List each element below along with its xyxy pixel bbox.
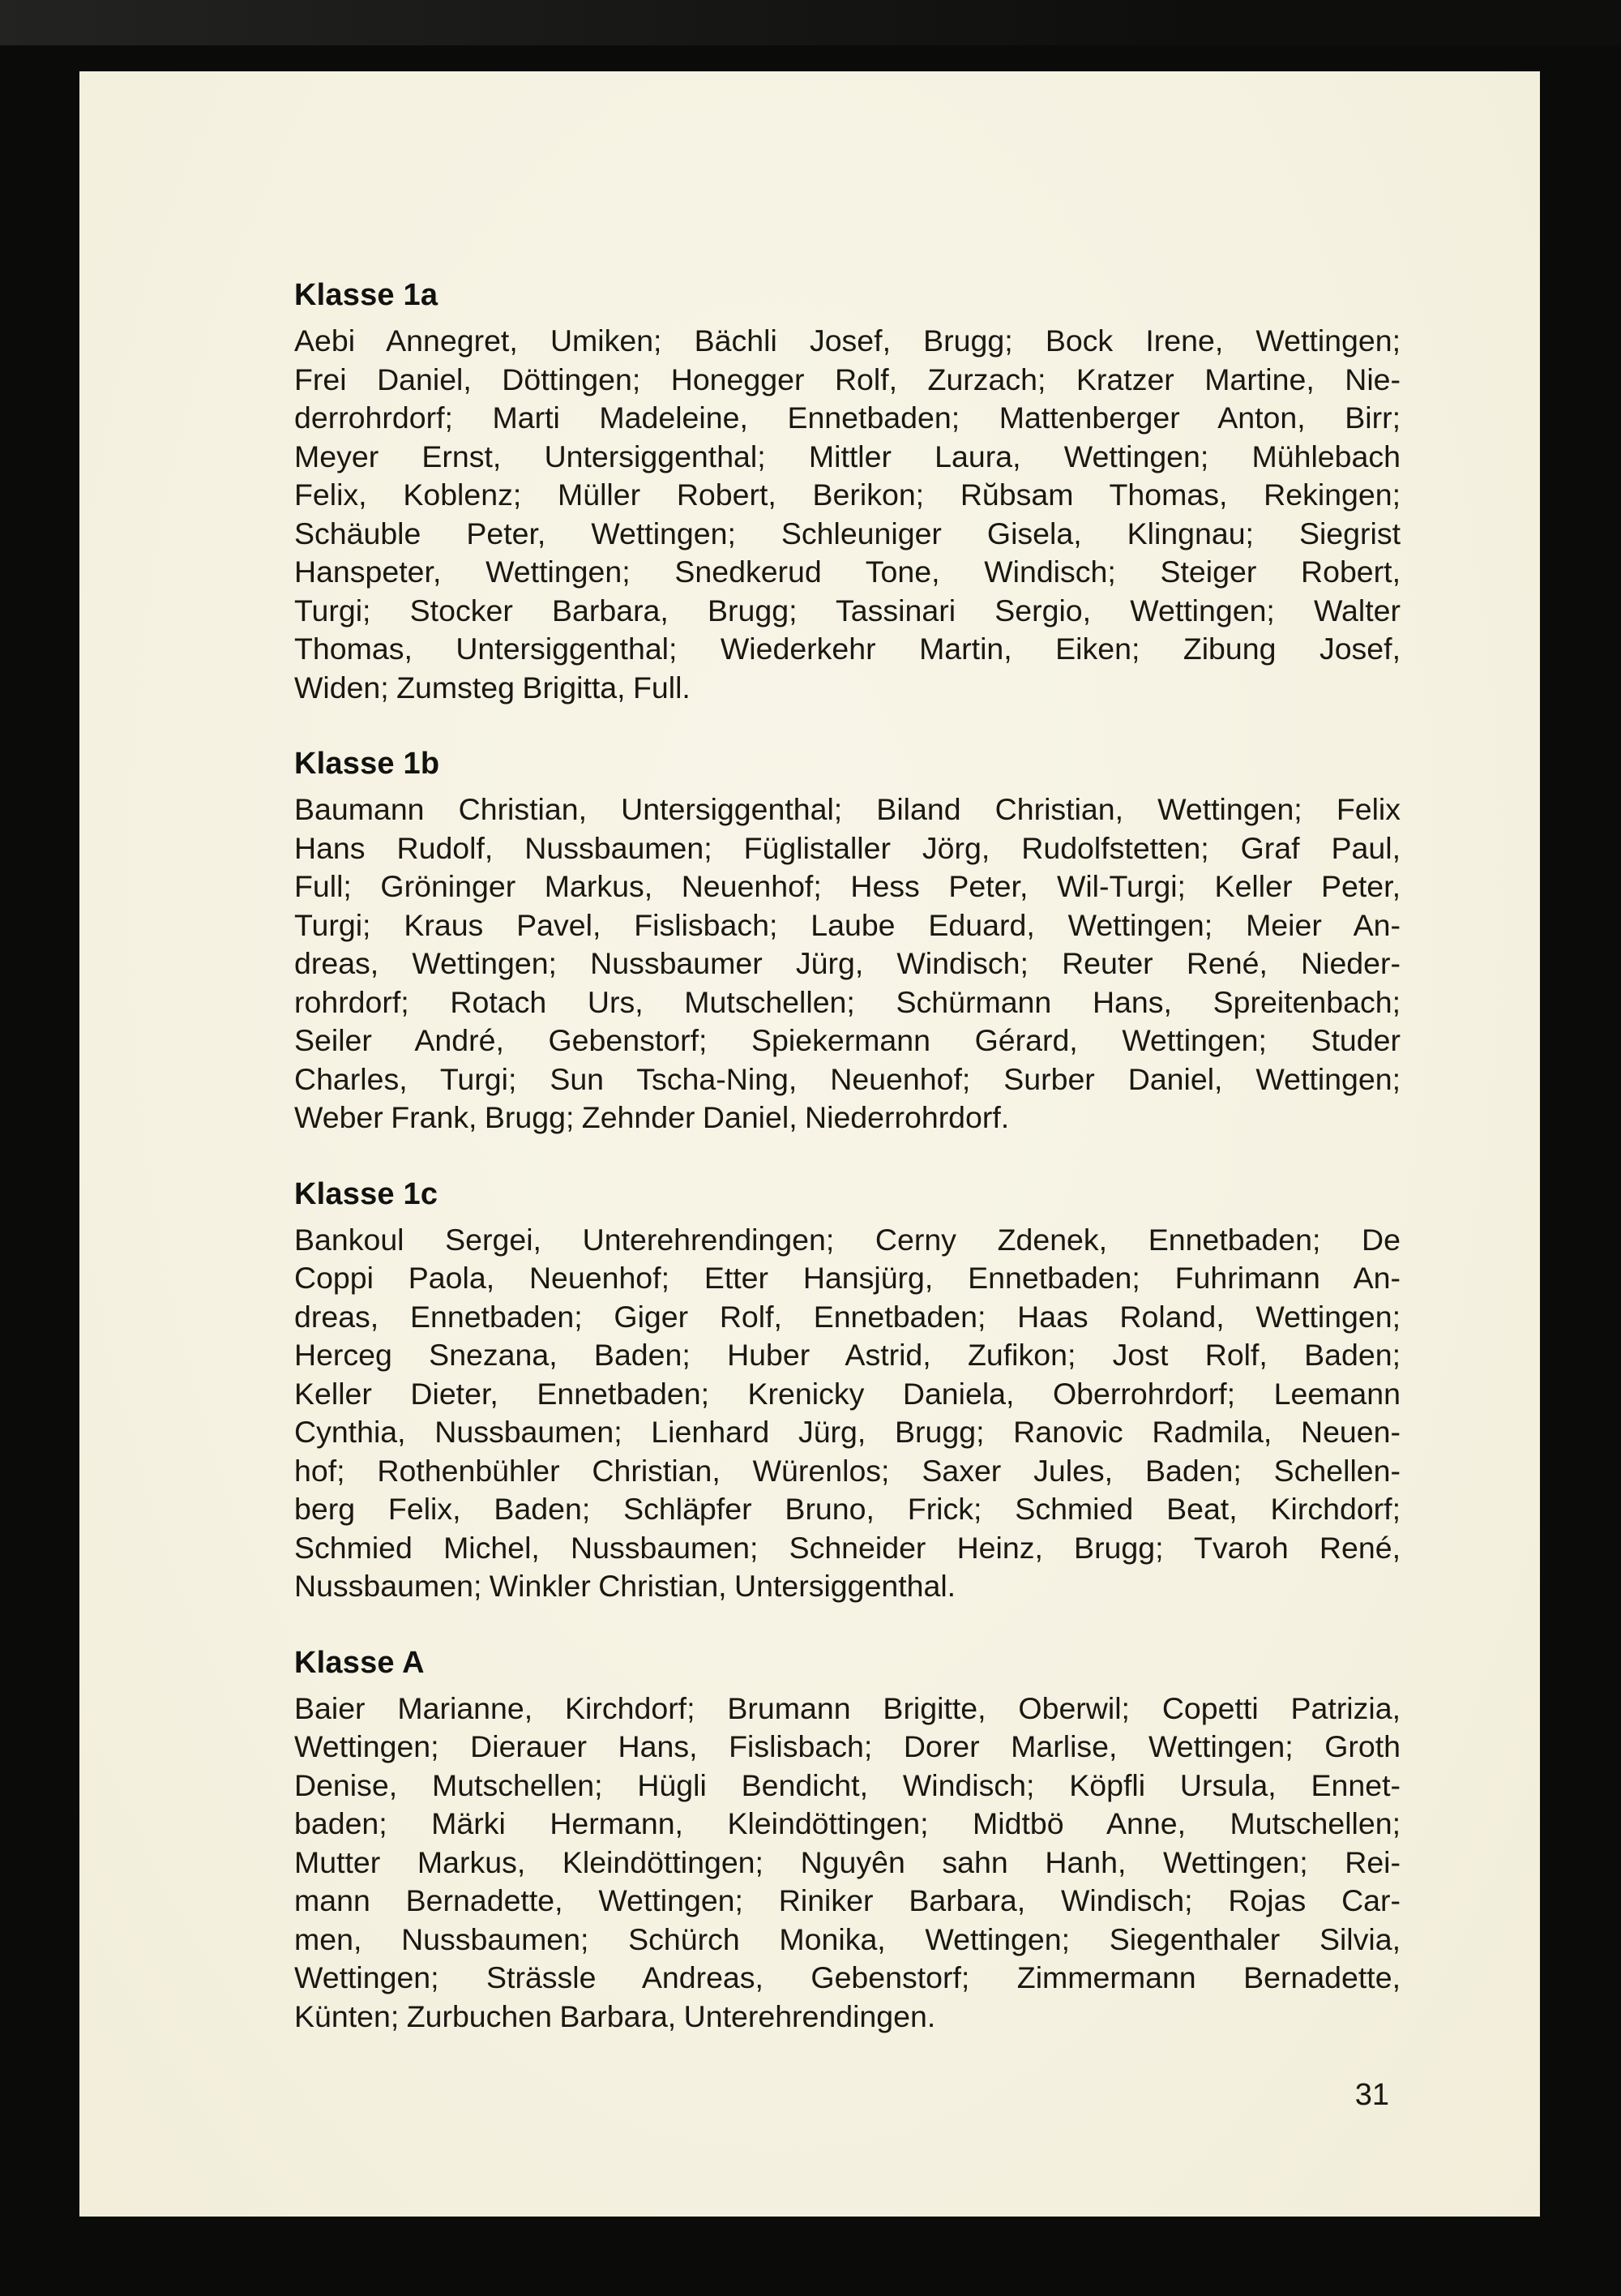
document-page [79,71,1540,2217]
text-line: berg Felix, Baden; Schläpfer Bruno, Frick; Schmied Beat, Kirchdorf; [294,1492,1401,1526]
text-line: Künten; Zurbuchen Barbara, Unterehrendingen. [294,1998,936,2033]
text-line: Wettingen; Dierauer Hans, Fislisbach; Dorer Marlise, Wettingen; Groth [294,1729,1401,1763]
text-line: mann Bernadette, Wettingen; Riniker Barbara, Windisch; Rojas Car- [294,1883,1401,1917]
section-body [294,1690,1401,2037]
text-line: Hans Rudolf, Nussbaumen; Füglistaller Jörg, Rudolfstetten; Graf Paul, [294,830,1401,865]
text-line: Felix, Koblenz; Müller Robert, Berikon; Rŭbsam Thomas, Rekingen; [294,478,1401,512]
text-line: dreas, Ennetbaden; Giger Rolf, Ennetbaden; Haas Roland, Wettingen; [294,1299,1401,1334]
text-line: Herceg Snezana, Baden; Huber Astrid, Zufikon; Jost Rolf, Baden; [294,1338,1401,1372]
text-line: hof; Rothenbühler Christian, Würenlos; Saxer Jules, Baden; Schellen- [294,1453,1401,1488]
section-klasse-1a [294,276,1401,707]
text-line: Nussbaumen; Winkler Christian, Untersiggenthal. [294,1569,956,1603]
text-line: baden; Märki Hermann, Kleindöttingen; Midtbö Anne, Mutschellen; [294,1806,1401,1840]
section-body [294,1221,1401,1606]
text-line: Denise, Mutschellen; Hügli Bendicht, Windisch; Köpfli Ursula, Ennet- [294,1767,1401,1802]
section-heading: Klasse 1b [294,747,440,781]
text-line: Cynthia, Nussbaumen; Lienhard Jürg, Brugg; Ranovic Radmila, Neuen- [294,1415,1401,1449]
section-heading: Klasse 1a [294,278,438,312]
text-line: Mutter Markus, Kleindöttingen; Nguyên sahn Hanh, Wettingen; Rei- [294,1844,1401,1879]
text-line: Aebi Annegret, Umiken; Bächli Josef, Brugg; Bock Irene, Wettingen; [294,323,1401,358]
text-line: Baier Marianne, Kirchdorf; Brumann Brigitte, Oberwil; Copetti Patrizia, [294,1690,1401,1725]
text-line: Frei Daniel, Döttingen; Honegger Rolf, Zurzach; Kratzer Martine, Nie- [294,362,1401,396]
text-line: Bankoul Sergei, Unterehrendingen; Cerny Zdenek, Ennetbaden; De [294,1222,1401,1257]
text-line: Seiler André, Gebenstorf; Spiekermann Gérard, Wettingen; Studer [294,1023,1401,1057]
text-line: Meyer Ernst, Untersiggenthal; Mittler Laura, Wettingen; Mühlebach [294,439,1401,473]
text-line: Schmied Michel, Nussbaumen; Schneider Heinz, Brugg; Tvaroh René, [294,1530,1401,1565]
section-heading: Klasse A [294,1645,425,1680]
text-line: Turgi; Stocker Barbara, Brugg; Tassinari Sergio, Wettingen; Walter [294,593,1401,628]
text-line: Weber Frank, Brugg; Zehnder Daniel, Niederrohrdorf. [294,1100,1010,1134]
text-line: Schäuble Peter, Wettingen; Schleuniger Gisela, Klingnau; Siegrist [294,516,1401,550]
page-number: 31 [1354,2078,1389,2112]
section-klasse-a [294,1643,1401,2037]
text-line: derrohrdorf; Marti Madeleine, Ennetbaden; Mattenberger Anton, Birr; [294,401,1401,435]
section-klasse-1c [294,1175,1401,1606]
section-heading: Klasse 1c [294,1176,438,1211]
page-content [294,276,1401,2073]
text-line: Keller Dieter, Ennetbaden; Krenicky Daniela, Oberrohrdorf; Leemann [294,1376,1401,1411]
text-line: Full; Gröninger Markus, Neuenhof; Hess Peter, Wil-Turgi; Keller Peter, [294,869,1401,903]
section-body [294,790,1401,1137]
section-body [294,322,1401,707]
text-line: Hanspeter, Wettingen; Snedkerud Tone, Windisch; Steiger Robert, [294,555,1401,589]
text-line: Thomas, Untersiggenthal; Wiederkehr Martin, Eiken; Zibung Josef, [294,632,1401,666]
text-line: dreas, Wettingen; Nussbaumer Jürg, Windisch; Reuter René, Nieder- [294,946,1401,980]
text-line: Widen; Zumsteg Brigitta, Full. [294,670,691,705]
text-line: Turgi; Kraus Pavel, Fislisbach; Laube Eduard, Wettingen; Meier An- [294,907,1401,942]
text-line: men, Nussbaumen; Schürch Monika, Wettingen; Siegenthaler Silvia, [294,1921,1401,1956]
text-line: rohrdorf; Rotach Urs, Mutschellen; Schürmann Hans, Spreitenbach; [294,984,1401,1019]
text-line: Baumann Christian, Untersiggenthal; Biland Christian, Wettingen; Felix [294,792,1401,826]
text-line: Wettingen; Strässle Andreas, Gebenstorf; Zimmermann Bernadette, [294,1960,1401,1994]
section-klasse-1b [294,744,1401,1137]
text-line: Coppi Paola, Neuenhof; Etter Hansjürg, Ennetbaden; Fuhrimann An- [294,1261,1401,1295]
text-line: Charles, Turgi; Sun Tscha-Ning, Neuenhof; Surber Daniel, Wettingen; [294,1061,1401,1096]
